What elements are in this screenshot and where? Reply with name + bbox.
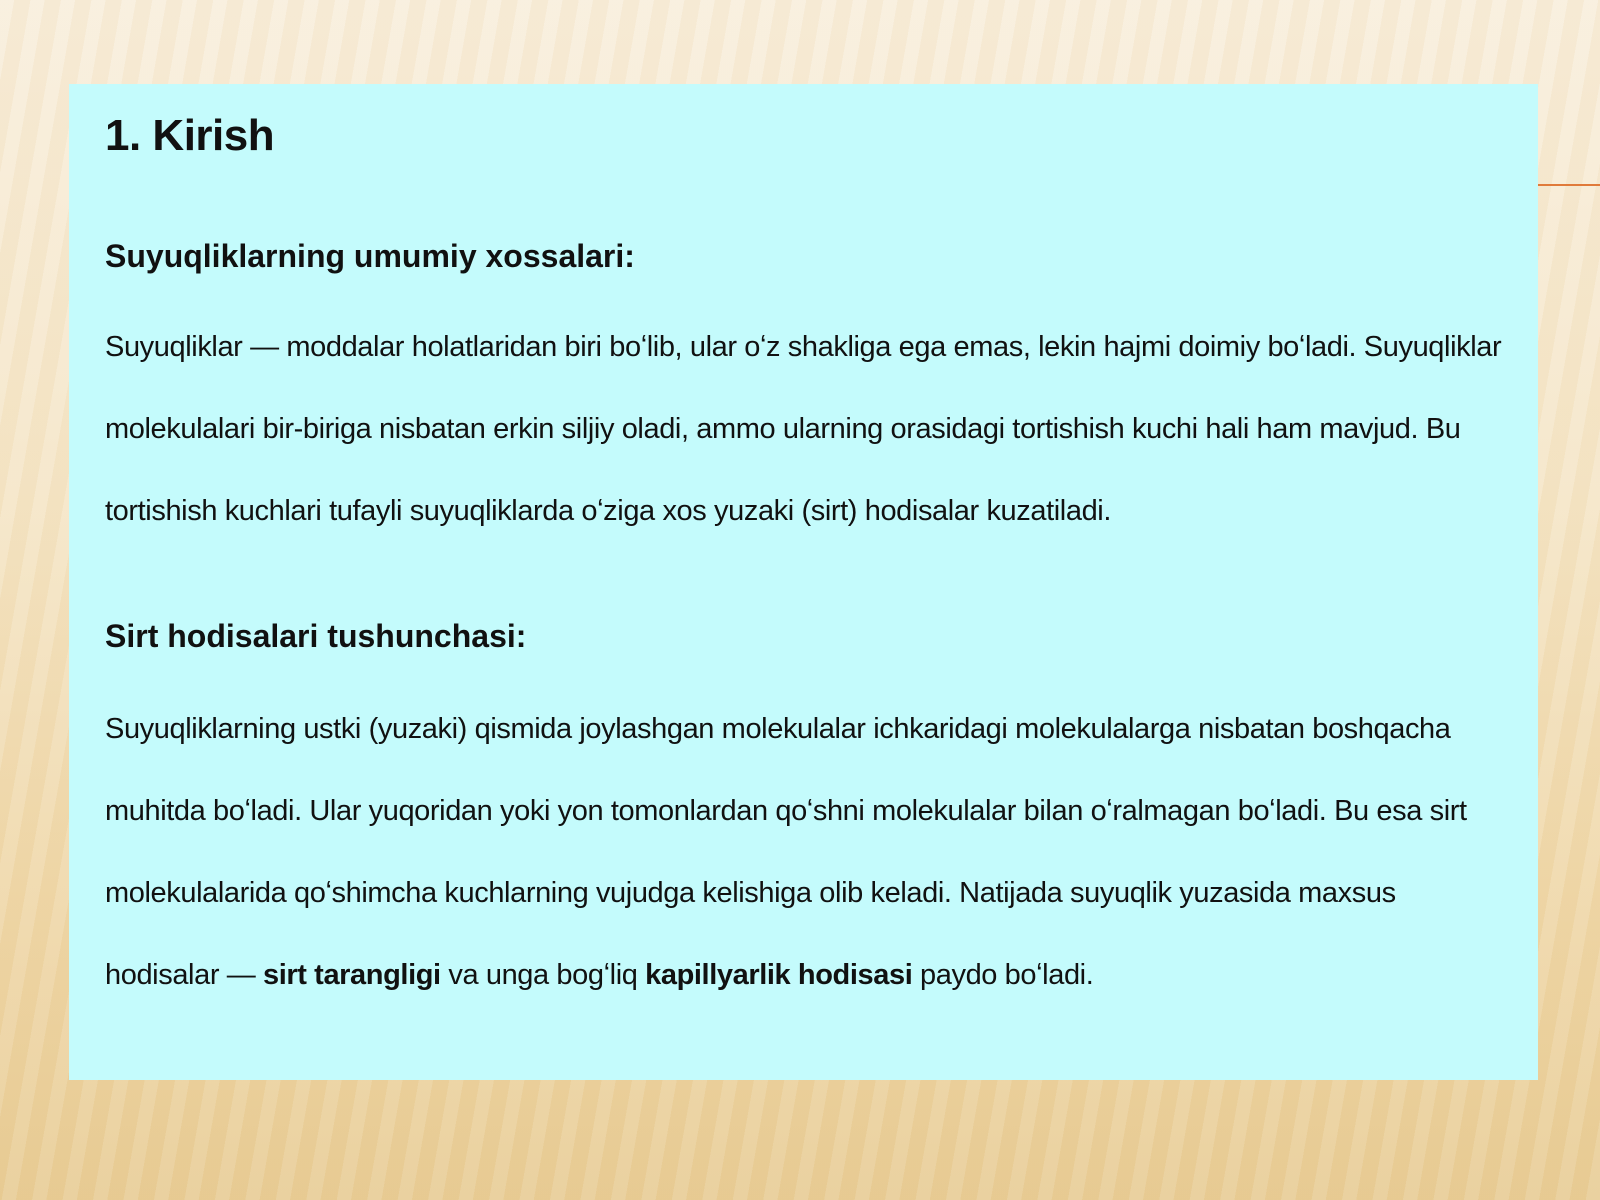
section-heading-properties: Suyuqliklarning umumiy xossalari: [105,238,635,274]
accent-line [1538,184,1600,186]
content-box [69,84,1538,1080]
term-surface-tension: sirt tarangligi [263,959,441,991]
section-paragraph-surface-phenomena [105,688,1502,1016]
slide-title: 1. Kirish [105,111,275,160]
section-heading-surface-phenomena: Sirt hodisalari tushunchasi: [105,618,527,654]
paragraph-text-end: paydo boʻladi. [912,959,1094,991]
section-paragraph-properties: Suyuqliklar — moddalar holatlaridan biri boʻlib, ular oʻz shakliga ega emas, lekin hajmi doimiy boʻladi. Suyuqliklar molekulalari bir-biriga nisbatan erkin siljiy oladi, ammo ularning orasidagi tortishish kuchi hali ham mavjud. Bu tortishish kuchlari tufayli suyuqliklarda oʻziga xos yuzaki (sirt) hodisalar kuzatiladi. [105,331,1502,527]
paragraph-text-middle: va unga bogʻliq [440,959,646,991]
paragraph-text-start: Suyuqliklarning ustki (yuzaki) qismida joylashgan molekulalar ichkaridagi molekulalarga nisbatan boshqacha muhitda boʻladi. Ular yuqoridan yoki yon tomonlardan qoʻshni molekulalar bilan oʻralmagan boʻladi. Bu esa sirt molekulalarida qoʻshimcha kuchlarning vujudga kelishiga olib keladi. Natijada suyuqlik yuzasida maxsus hodisalar — [105,713,1467,991]
term-capillarity: kapillyarlik hodisasi [645,959,913,991]
